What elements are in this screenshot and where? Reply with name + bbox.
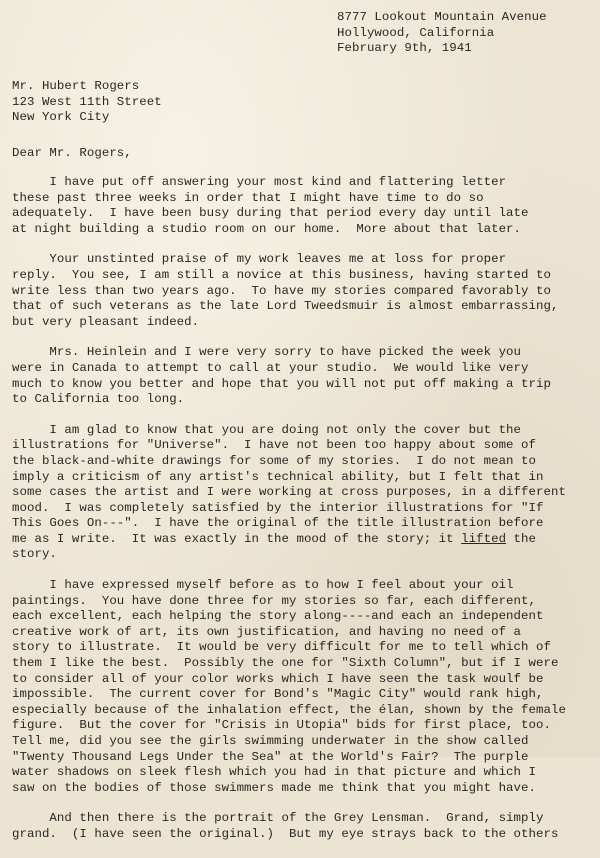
text-line: especially because of the inhalation effect, the élan, shown by the female [12, 702, 566, 717]
text-line: Tell me, did you see the girls swimming underwater in the show called [12, 734, 529, 748]
paragraph-4 [12, 423, 597, 563]
text-line: I have put off answering your most kind and flattering letter [12, 175, 507, 189]
text-line: paintings. You have done three for my stories so far, each different, [12, 593, 536, 608]
text-line: creative work of art, its own justification, and having no need of a [12, 624, 522, 639]
text-line: each excellent, each helping the story along----and each an independent [12, 609, 544, 624]
text-line: adequately. I have been busy during that period every day until late [12, 206, 529, 221]
text-line: write less than two years ago. To have my stories compared favorably to [12, 283, 551, 298]
text-line: story to illustrate. It would be very difficult for me to tell which of [12, 640, 551, 655]
text-line: much to know you better and hope that you will not put off making a trip [12, 376, 551, 391]
text-line: grand. (I have seen the original.) But my eye strays back to the others [12, 826, 559, 841]
text-line: story. [12, 547, 57, 562]
text-line: at night building a studio room on our home. More about that later. [12, 221, 522, 236]
text-line: illustrations for "Universe". I have not been too happy about some of [12, 438, 536, 453]
text-line: mood. I was completely satisfied by the interior illustrations for "If [12, 500, 544, 515]
text-line: water shadows on sleek flesh which you had in that picture and which I [12, 765, 536, 780]
paragraph-3 [12, 345, 597, 407]
text-line: I am glad to know that you are doing not only the cover but the [12, 422, 522, 437]
paragraph-5 [12, 578, 597, 796]
letter-body [12, 175, 597, 858]
text-line: some cases the artist and I were working at cross purposes, in a different [12, 485, 566, 500]
text-line: to California too long. [12, 392, 185, 407]
recipient-address [12, 79, 162, 126]
recipient-name: Mr. Hubert Rogers [12, 79, 140, 93]
return-address-street: 8777 Lookout Mountain Avenue [337, 10, 547, 24]
paragraph-2 [12, 252, 597, 330]
salutation: Dear Mr. Rogers, [12, 146, 132, 160]
text-line: This Goes On---". I have the original of the title illustration before [12, 516, 544, 531]
paragraph-6 [12, 811, 597, 842]
text-line: "Twenty Thousand Legs Under the Sea" at the World's Fair? The purple [12, 749, 529, 764]
text-line: them I like the best. Possibly the one for "Sixth Column", but if I were [12, 656, 559, 671]
recipient-city: New York City [12, 110, 110, 125]
text-line: me as I write. It was exactly in the mood of the story; it lifted the [12, 531, 537, 546]
text-line: Mrs. Heinlein and I were very sorry to have picked the week you [12, 345, 522, 360]
return-address-city: Hollywood, California [337, 25, 495, 40]
return-address [337, 10, 547, 57]
recipient-street: 123 West 11th Street [12, 94, 162, 109]
paragraph-1 [12, 175, 597, 237]
text-line: that of such veterans as the late Lord Tweedsmuir is almost embarrassing, [12, 299, 559, 314]
text-line: figure. But the cover for "Crisis in Utopia" bids for first place, too. [12, 718, 551, 733]
text-line: Your unstinted praise of my work leaves me at loss for proper [12, 252, 507, 267]
text-line: the black-and-white drawings for some of my stories. I do not mean to [12, 453, 536, 468]
text-line: I have expressed myself before as to how I feel about your oil [12, 578, 514, 593]
letter-date: February 9th, 1941 [337, 41, 472, 56]
text-line: were in Canada to attempt to call at your studio. We would like very [12, 360, 529, 375]
text-line: imply a criticism of any artist's technical ability, but I felt that in [12, 469, 544, 484]
text-line: these past three weeks in order that I might have time to do so [12, 190, 484, 205]
text-line: reply. You see, I am still a novice at this business, having started to [12, 267, 551, 282]
text-line: saw on the bodies of those swimmers made me think that you might have. [12, 780, 536, 795]
text-line: And then there is the portrait of the Grey Lensman. Grand, simply [12, 811, 544, 826]
text-line: impossible. The current cover for Bond's "Magic City" would rank high, [12, 687, 544, 702]
text-line: to consider all of your color works which I have seen the task woulf be [12, 671, 544, 686]
text-line: but very pleasant indeed. [12, 314, 200, 329]
